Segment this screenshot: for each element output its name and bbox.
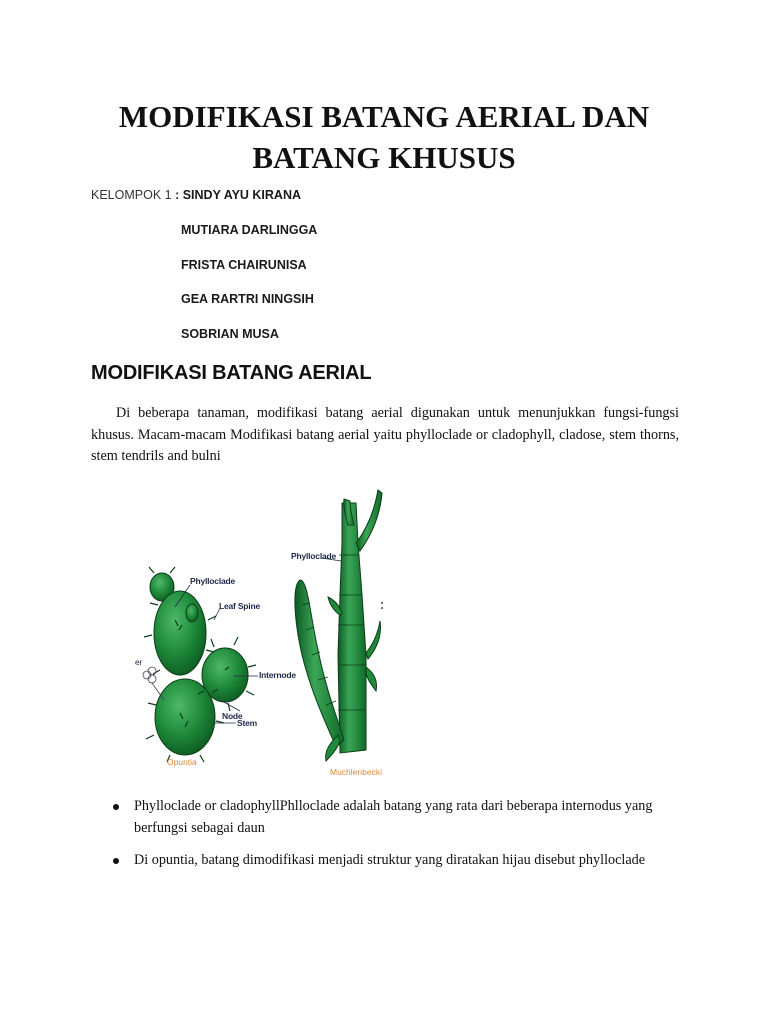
section-heading: MODIFIKASI BATANG AERIAL <box>91 362 372 384</box>
group-member: MUTIARA DARLINGGA <box>181 223 318 237</box>
list-item <box>110 796 690 839</box>
document-title <box>60 96 708 178</box>
label-node: Node <box>222 711 243 721</box>
group-label: KELOMPOK 1 <box>91 188 172 202</box>
caption-muehlenbeckia: Muchlenbecki <box>330 767 382 777</box>
bullet-icon <box>113 858 119 864</box>
group-separator: : <box>171 188 183 202</box>
label-internode: Internode <box>259 670 296 680</box>
caption-opuntia: Opuntia <box>167 757 197 767</box>
group-member: SINDY AYU KIRANA <box>182 188 302 202</box>
bullet-list <box>110 796 690 883</box>
opuntia-muehlenbeckia-illustration <box>130 485 410 785</box>
label-stem: Stem <box>237 718 257 728</box>
group-member: SOBRIAN MUSA <box>181 327 279 341</box>
label-phylloclade-opuntia: Phylloclade <box>190 576 236 586</box>
plant-modification-figure <box>130 485 410 785</box>
bullet-text: Phylloclade or cladophyllPhlloclade adalah batang yang rata dari beberapa internodus yang berfungsi sebagai daun <box>134 798 653 836</box>
bullet-icon <box>113 804 119 810</box>
label-phylloclade-muehlenbeckia: Phylloclade <box>291 551 337 561</box>
flower-outline <box>143 667 164 700</box>
title-line-1: MODIFIKASI BATANG AERIAL DAN <box>118 99 650 134</box>
bullet-text: Di opuntia, batang dimodifikasi menjadi struktur yang diratakan hijau disebut phylloclade <box>134 852 646 868</box>
title-line-2: BATANG KHUSUS <box>252 140 516 175</box>
intro-paragraph: Di beberapa tanaman, modifikasi batang aerial digunakan untuk menunjukkan fungsi-fungsi khusus. Macam-macam Modifikasi batang aerial yaitu phylloclade or cladophyll, cladose, stem thorns, stem tendrils and bulni <box>91 405 679 464</box>
muehlenbeckia-plant <box>295 490 382 761</box>
group-member: FRISTA CHAIRUNISA <box>181 258 307 272</box>
group-row-first <box>91 188 301 202</box>
group-member: GEA RARTRI NINGSIH <box>181 292 314 306</box>
list-item <box>110 850 690 872</box>
label-flower-fragment: er <box>135 657 143 667</box>
label-leaf-spine: Leaf Spine <box>219 601 260 611</box>
